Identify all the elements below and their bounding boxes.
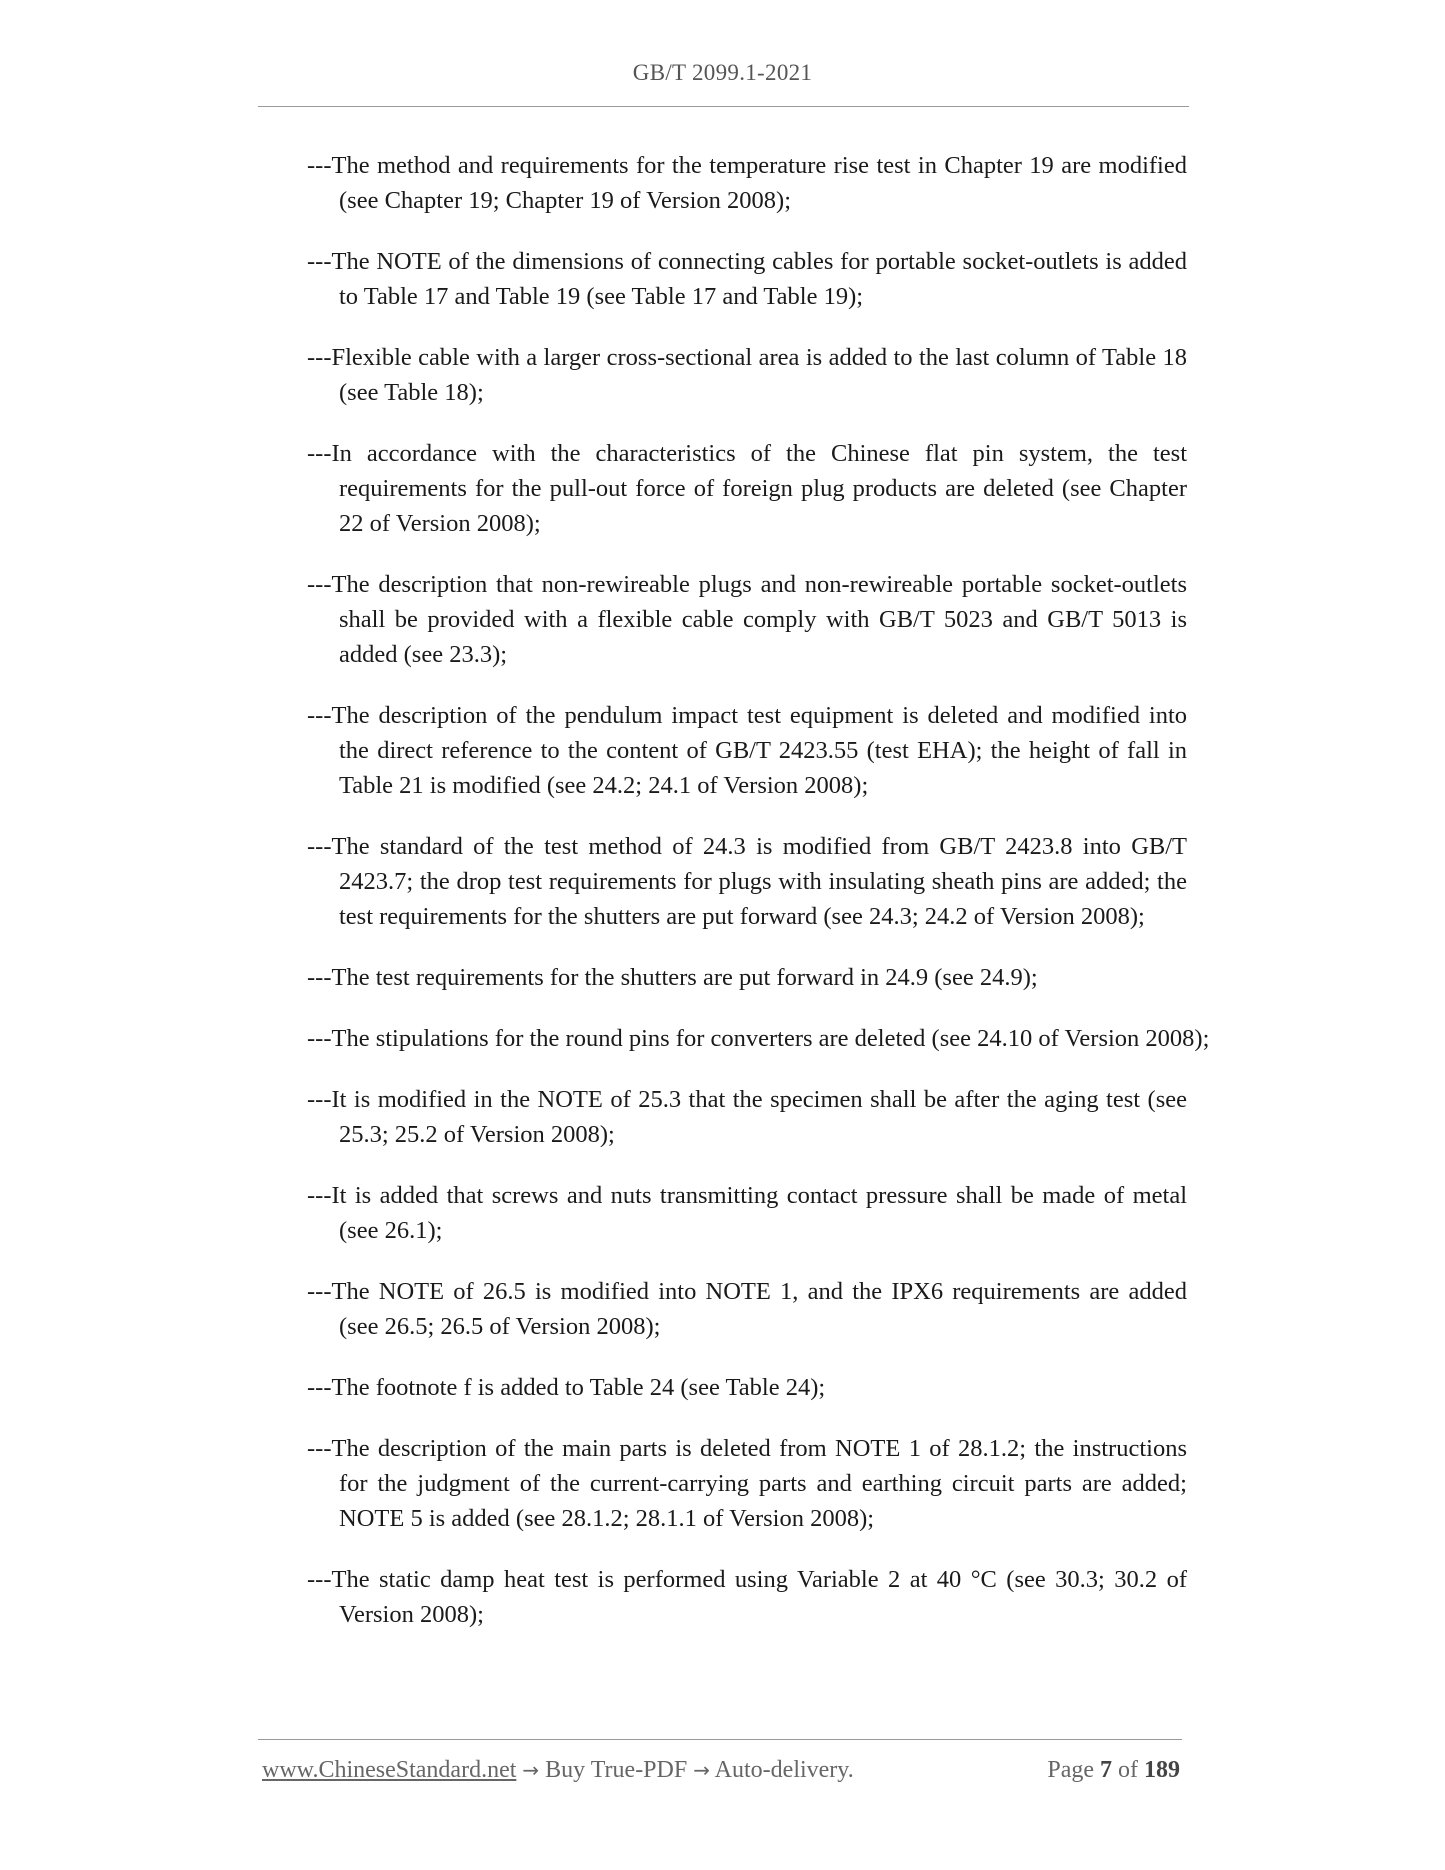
- list-item: ---In accordance with the characteristics of the Chinese flat pin system, the test requirements for the pull-out force of foreign plug products are deleted (see Chapter 22 of Version 2008);: [307, 440, 1187, 537]
- list-item: ---Flexible cable with a larger cross-sectional area is added to the last column of Table 18 (see Table 18);: [307, 344, 1187, 406]
- header-divider: [258, 106, 1189, 107]
- total-page-count: 189: [1144, 1757, 1180, 1783]
- arrow-right-icon: →: [522, 1758, 540, 1782]
- document-header-id: GB/T 2099.1-2021: [632, 60, 813, 85]
- list-item: ---The description that non-rewireable plugs and non-rewireable portable socket-outlets shall be provided with a flexible cable comply with GB/T 5023 and GB/T 5013 is added (see 23.3);: [307, 571, 1187, 668]
- buy-pdf-text: Buy True-PDF: [545, 1757, 688, 1783]
- list-item: ---The footnote f is added to Table 24 (see Table 24);: [307, 1374, 826, 1401]
- footer-promo: [262, 1757, 854, 1784]
- list-item: ---The description of the main parts is deleted from NOTE 1 of 28.1.2; the instructions for the judgment of the current-carrying parts and earthing circuit parts are added; NOTE 5 is added (see 28.1.2; 28.1.1 of Version 2008);: [307, 1435, 1187, 1532]
- page-label: Page: [1047, 1757, 1094, 1783]
- list-item: ---The static damp heat test is performed using Variable 2 at 40 °C (see 30.3; 30.2 of Version 2008);: [307, 1566, 1187, 1628]
- list-item: ---The test requirements for the shutters are put forward in 24.9 (see 24.9);: [307, 964, 1038, 991]
- footer-divider: [258, 1739, 1182, 1740]
- list-item: ---It is added that screws and nuts transmitting contact pressure shall be made of metal (see 26.1);: [307, 1182, 1187, 1244]
- page-indicator: [1047, 1757, 1180, 1784]
- list-item: ---The stipulations for the round pins for converters are deleted (see 24.10 of Version 2008);: [307, 1025, 1210, 1052]
- current-page-number: 7: [1100, 1757, 1112, 1783]
- list-item: ---The description of the pendulum impact test equipment is deleted and modified into the direct reference to the content of GB/T 2423.55 (test EHA); the height of fall in Table 21 is modified (see 24.2; 24.1 of Version 2008);: [307, 702, 1187, 799]
- arrow-right-icon: →: [693, 1758, 710, 1782]
- list-item: ---The standard of the test method of 24.3 is modified from GB/T 2423.8 into GB/T 2423.7; the drop test requirements for plugs with insulating sheath pins are added; the test requirements for the shutters are put forward (see 24.3; 24.2 of Version 2008);: [307, 833, 1187, 930]
- document-body: [307, 148, 1210, 1658]
- list-item: ---The NOTE of 26.5 is modified into NOTE 1, and the IPX6 requirements are added (see 26.5; 26.5 of Version 2008);: [307, 1278, 1187, 1340]
- list-item: ---The NOTE of the dimensions of connecting cables for portable socket-outlets is added to Table 17 and Table 19 (see Table 17 and Table 19);: [307, 248, 1187, 310]
- list-item: ---The method and requirements for the temperature rise test in Chapter 19 are modified (see Chapter 19; Chapter 19 of Version 2008);: [307, 152, 1187, 214]
- page-of-label: of: [1118, 1757, 1138, 1783]
- auto-delivery-text: Auto-delivery.: [714, 1757, 854, 1783]
- site-link[interactable]: www.ChineseStandard.net: [262, 1757, 517, 1783]
- list-item: ---It is modified in the NOTE of 25.3 that the specimen shall be after the aging test (see 25.3; 25.2 of Version 2008);: [307, 1086, 1187, 1148]
